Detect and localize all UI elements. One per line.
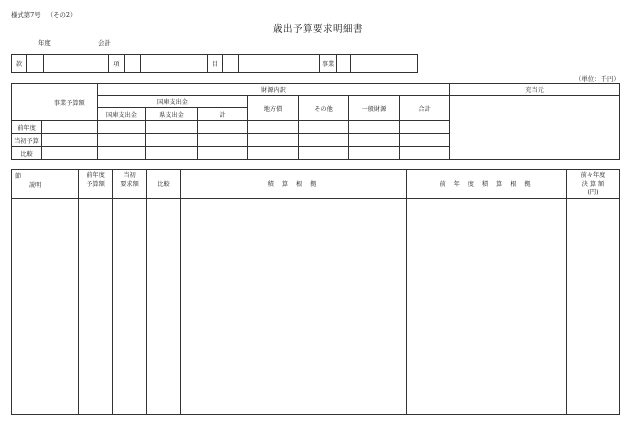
cell[interactable] xyxy=(400,121,450,134)
cell[interactable] xyxy=(400,147,450,160)
juutoumoto-area[interactable] xyxy=(450,96,620,160)
row-label-hikaku: 比較 xyxy=(12,147,42,160)
account-label: 会計 xyxy=(98,39,111,47)
zennendo-yosangaku-header: 前年度 予算額 xyxy=(79,170,113,199)
cell[interactable] xyxy=(349,147,400,160)
tousho-youkyuugaku-body[interactable] xyxy=(113,199,147,415)
cell[interactable] xyxy=(248,121,299,134)
cell[interactable] xyxy=(299,147,349,160)
zennendo-sekisan-konkyo-body[interactable] xyxy=(407,199,567,415)
juutoumoto-header: 充当元 xyxy=(450,84,620,96)
kokko-shishutsukin-header: 国庫支出金 xyxy=(98,96,248,108)
cell[interactable] xyxy=(400,134,450,147)
jigyo-code-field[interactable] xyxy=(337,55,351,73)
cell[interactable] xyxy=(98,147,146,160)
hikaku-header: 比較 xyxy=(147,170,181,199)
row-label-tousho: 当初予算 xyxy=(12,134,42,147)
tousho-youkyuugaku-header: 当初 要求額 xyxy=(113,170,147,199)
kan-code-field[interactable] xyxy=(27,55,44,73)
sonota-header: その他 xyxy=(299,96,349,121)
zennendo-sekisan-konkyo-header: 前 年 度 積 算 根 拠 xyxy=(407,170,567,199)
chihousai-header: 地方債 xyxy=(248,96,299,121)
jigyo-name-field[interactable] xyxy=(351,55,418,73)
kan-label: 款 xyxy=(12,55,27,73)
hikaku-body[interactable] xyxy=(147,199,181,415)
cell[interactable] xyxy=(299,121,349,134)
cell[interactable] xyxy=(146,121,198,134)
unit-note: （単位：千円） xyxy=(575,75,620,83)
form-number: 様式第7号 （その2） xyxy=(11,11,77,19)
kessan-gaku-body[interactable] xyxy=(567,199,620,415)
cell[interactable] xyxy=(42,121,98,134)
kei-header: 計 xyxy=(198,108,248,121)
cell[interactable] xyxy=(198,134,248,147)
jigyo-label: 事業 xyxy=(320,55,337,73)
jigyo-yosangaku-header: 事業予算額 xyxy=(42,84,98,121)
fiscal-year-label: 年度 xyxy=(38,39,51,47)
cell[interactable] xyxy=(248,134,299,147)
kou-label: 項 xyxy=(109,55,125,73)
setsumei-body[interactable] xyxy=(12,199,79,415)
sekisan-konkyo-header: 積 算 根 拠 xyxy=(181,170,407,199)
cell[interactable] xyxy=(198,147,248,160)
zennendo-yosangaku-body[interactable] xyxy=(79,199,113,415)
setsu-setsumei-header: 節 説明 xyxy=(12,170,79,199)
cell[interactable] xyxy=(42,134,98,147)
ken-sub-header: 県支出金 xyxy=(146,108,198,121)
cell[interactable] xyxy=(98,121,146,134)
cell[interactable] xyxy=(146,147,198,160)
zaigen-uchiwake-header: 財源内訳 xyxy=(98,84,450,96)
row-label-zennendo: 前年度 xyxy=(12,121,42,134)
cell[interactable] xyxy=(198,121,248,134)
kessan-gaku-header: 前々年度 決 算 額 (円) xyxy=(567,170,620,199)
moku-label: 目 xyxy=(208,55,223,73)
detail-table xyxy=(11,169,620,415)
cell[interactable] xyxy=(42,147,98,160)
kokko-sub-header: 国庫支出金 xyxy=(98,108,146,121)
moku-code-field[interactable] xyxy=(223,55,239,73)
cell[interactable] xyxy=(248,147,299,160)
cell[interactable] xyxy=(98,134,146,147)
sekisan-konkyo-body[interactable] xyxy=(181,199,407,415)
kou-code-field[interactable] xyxy=(125,55,141,73)
summary-table xyxy=(11,83,620,160)
goukei-header: 合計 xyxy=(400,96,450,121)
cell[interactable] xyxy=(349,134,400,147)
kan-name-field[interactable] xyxy=(44,55,109,73)
moku-name-field[interactable] xyxy=(239,55,320,73)
classification-table xyxy=(11,54,418,73)
cell[interactable] xyxy=(146,134,198,147)
cell[interactable] xyxy=(349,121,400,134)
cell[interactable] xyxy=(299,134,349,147)
page-title: 歳出予算要求明細書 xyxy=(273,24,364,35)
kou-name-field[interactable] xyxy=(141,55,208,73)
ippan-zaigen-header: 一般財源 xyxy=(349,96,400,121)
